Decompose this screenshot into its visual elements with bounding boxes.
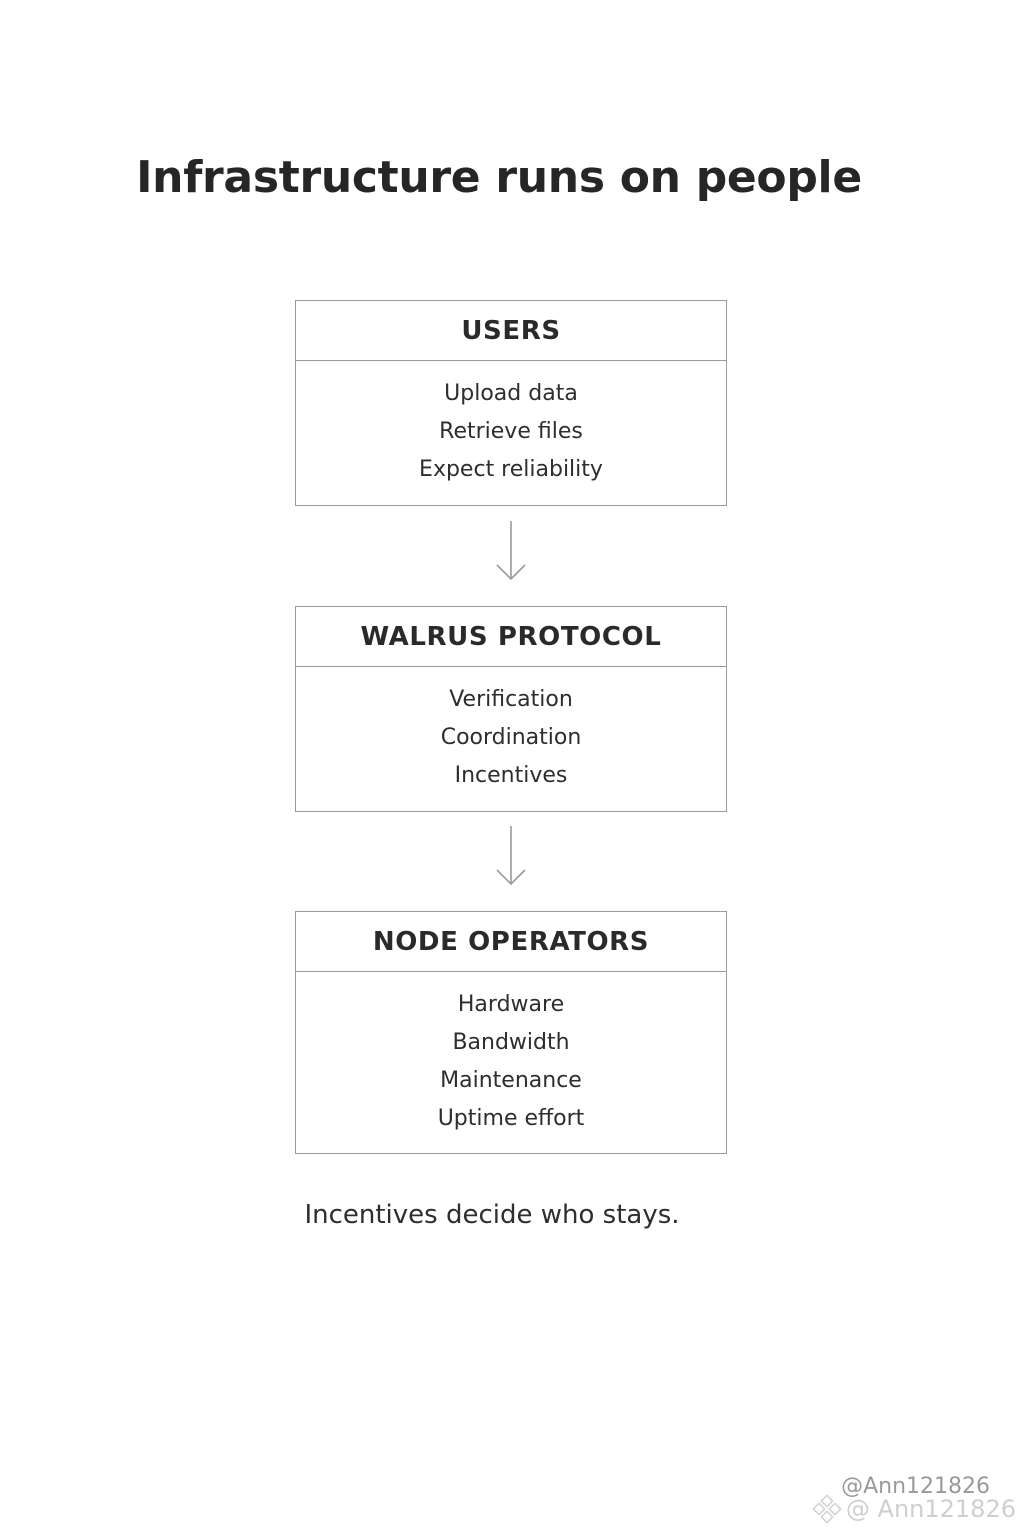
watermark-secondary <box>812 1494 1016 1524</box>
users-box <box>295 300 727 506</box>
list-item: Uptime effort <box>437 1106 585 1131</box>
watermark-text: @Ann121826 <box>841 1474 990 1499</box>
down-arrow-icon <box>491 519 531 583</box>
list-item: Maintenance <box>440 1068 582 1093</box>
list-item: Incentives <box>454 763 568 788</box>
operators-box <box>295 911 727 1154</box>
list-item: Coordination <box>440 725 582 750</box>
list-item: Expect reliability <box>419 457 603 482</box>
list-item: Upload data <box>444 381 578 406</box>
watermark-secondary-text: @ Ann121826 <box>845 1495 1016 1523</box>
protocol-box-header: WALRUS PROTOCOL <box>296 607 726 667</box>
protocol-box <box>295 606 727 812</box>
footer-note: Incentives decide who stays. <box>304 1200 680 1230</box>
operators-box-header: NODE OPERATORS <box>296 912 726 972</box>
operators-box-body <box>296 972 726 1138</box>
protocol-box-body <box>296 667 726 795</box>
page-title: Infrastructure runs on people <box>136 152 862 203</box>
list-item: Retrieve files <box>439 419 583 444</box>
platform-logo-icon <box>812 1494 842 1524</box>
users-box-body <box>296 361 726 489</box>
list-item: Verification <box>449 687 573 712</box>
list-item: Hardware <box>457 992 565 1017</box>
users-box-header: USERS <box>296 301 726 361</box>
down-arrow-icon <box>491 824 531 888</box>
list-item: Bandwidth <box>452 1030 570 1055</box>
